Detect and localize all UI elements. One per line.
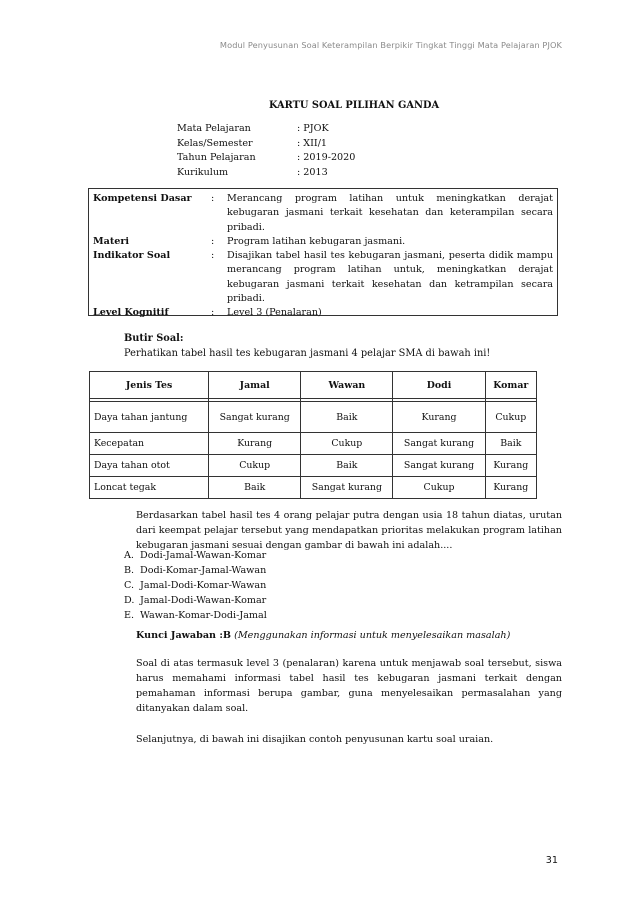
table-header: Jenis Tes [90,372,209,399]
meta-key: Kurikulum [177,166,229,178]
table-cell: Cukup [301,433,393,455]
material-key: Materi [93,235,130,247]
table-cell: Cukup [209,455,301,477]
meta-row [177,137,355,152]
meta-block [177,122,355,180]
meta-row [177,122,355,137]
option-letter: B. [124,565,135,576]
page-title: KARTU SOAL PILIHAN GANDA [268,100,440,111]
page-number: 31 [545,855,558,866]
table-cell: Loncat tegak [90,477,209,499]
answer-key-label: Kunci Jawaban :B [136,630,232,641]
question-text: Berdasarkan tabel hasil tes 4 orang pelajar putra dengan usia 18 tahun diatas, urutan dari keempat pelajar tersebut yang mendapatkan prioritas melakukan program latihan kebugaran jasmani sesuai dengan gambar di bawah ini adalah.... [136,510,562,551]
table-cell: Sangat kurang [393,433,485,455]
indicator-row [93,249,553,306]
table-row [90,433,537,455]
meta-row [177,151,355,166]
table-cell: Kurang [485,455,536,477]
table-header: Komar [485,372,536,399]
option-letter: A. [124,550,134,561]
fitness-table [89,371,537,499]
meta-key: Tahun Pelajaran [177,152,256,163]
table-cell: Daya tahan otot [90,455,209,477]
meta-value: : 2019-2020 [297,152,356,163]
question-label: Butir Soal: [124,333,184,344]
meta-row [177,166,355,181]
meta-key: Mata Pelajaran [177,123,251,134]
next-paragraph: Selanjutnya, di bawah ini disajikan contoh penyusunan kartu soal uraian. [136,734,494,745]
explanation-paragraph: Soal di atas termasuk level 3 (penalaran) karena untuk menjawab soal tersebut, siswa harus memahami informasi tabel hasil tes kebugaran jasmani terkait dengan pemahaman informasi berupa gambar, guna menyelesaikan permasalahan yang ditanyakan dalam soal. [136,658,562,714]
table-cell: Cukup [485,402,536,433]
level-value: Level 3 (Penalaran) [227,307,322,319]
indicator-colon: : [211,250,215,262]
indicator-key: Indikator Soal [93,250,171,262]
table-cell: Baik [485,433,536,455]
question-instruction: Perhatikan tabel hasil tes kebugaran jasmani 4 pelajar SMA di bawah ini! [124,347,491,359]
competency-key: Kompetensi Dasar [93,193,192,204]
option-text: Dodi-Jamal-Wawan-Komar [140,550,267,561]
table-cell: Baik [209,477,301,499]
option-b [124,563,267,578]
competency-value: Merancang program latihan untuk meningkatkan derajat kebugaran jasmani terkait kesehatan dan keterampilan secara pribadi. [227,193,553,233]
table-cell: Baik [301,402,393,433]
meta-value: : XII/1 [297,137,328,149]
material-value: Program latihan kebugaran jasmani. [227,235,406,247]
option-a [124,548,267,563]
option-letter: C. [124,580,135,591]
table-cell: Kurang [393,402,485,433]
option-d [124,593,267,608]
competency-row [93,192,553,235]
option-text: Wawan-Komar-Dodi-Jamal [140,610,267,621]
option-text: Jamal-Dodi-Wawan-Komar [140,595,267,606]
option-letter: E. [124,610,135,621]
level-colon: : [211,307,215,319]
meta-value: : 2013 [297,166,328,178]
table-row [90,455,537,477]
table-cell: Kecepatan [90,433,209,455]
table-cell: Kurang [209,433,301,455]
material-colon: : [211,235,215,247]
option-text: Jamal-Dodi-Komar-Wawan [140,580,267,591]
level-row [93,306,553,320]
table-cell: Sangat kurang [301,477,393,499]
question-intro [124,332,490,361]
table-cell: Sangat kurang [209,402,301,433]
level-key: Level Kognitif [93,307,169,319]
option-letter: D. [124,595,135,606]
running-header: Modul Penyusunan Soal Keterampilan Berpikir Tingkat Tinggi Mata Pelajaran PJOK [219,40,562,50]
table-header: Dodi [393,372,485,399]
table-header-row [90,372,537,399]
material-row [93,235,553,249]
option-e [124,608,267,623]
option-c [124,578,267,593]
table-cell: Sangat kurang [393,455,485,477]
answer-key [136,630,510,641]
table-cell: Daya tahan jantung [90,402,209,433]
competency-box [88,188,558,319]
table-header: Wawan [301,372,393,399]
meta-value: : PJOK [297,123,329,134]
option-text: Dodi-Komar-Jamal-Wawan [140,565,267,576]
table-header: Jamal [209,372,301,399]
competency-colon: : [211,193,215,204]
meta-key: Kelas/Semester [177,137,253,149]
answer-key-note: (Menggunakan informasi untuk menyelesaikan masalah) [234,630,511,641]
table-cell: Baik [301,455,393,477]
table-cell: Cukup [393,477,485,499]
indicator-value: Disajikan tabel hasil tes kebugaran jasmani, peserta didik mampu merancang program latihan untuk, meningkatkan derajat kebugaran jasmani terkait kesehatan dan ketrampilan secara pribadi. [227,250,553,305]
table-row [90,402,537,433]
table-cell: Kurang [485,477,536,499]
answer-options [124,548,267,623]
table-row [90,477,537,499]
